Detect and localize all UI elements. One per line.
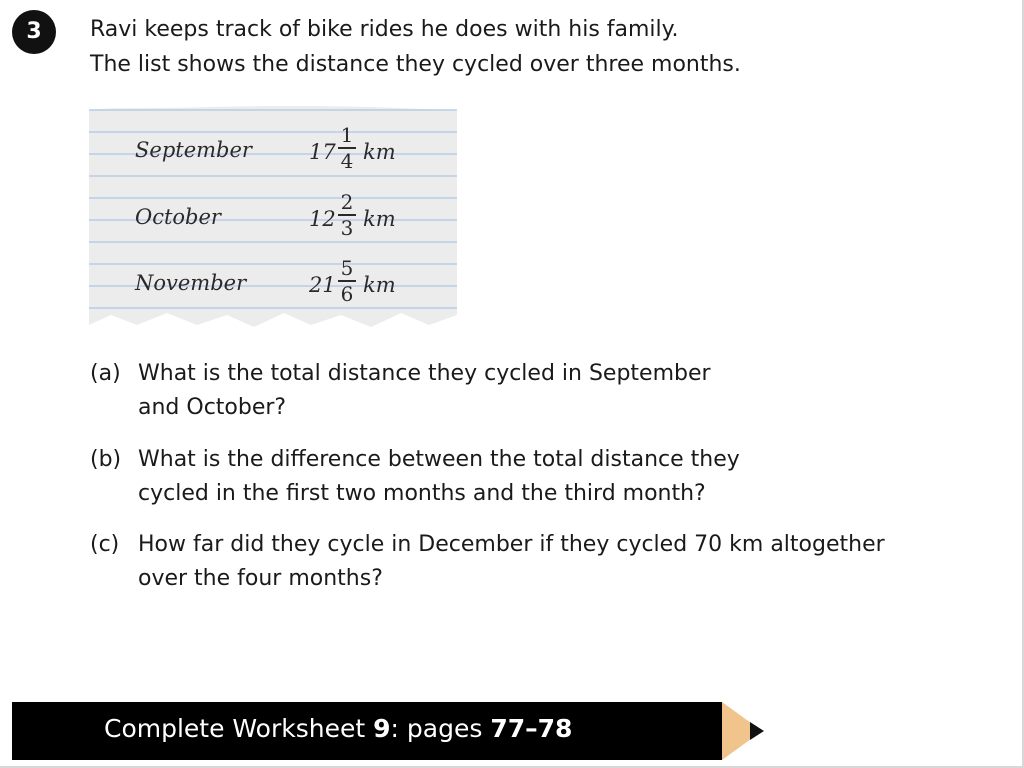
part-label: (c): [90, 532, 120, 557]
question-intro: [90, 12, 990, 82]
part-line-2: cycled in the first two months and the third month?: [138, 481, 706, 506]
part-text: [138, 443, 740, 511]
distance-fraction: [338, 257, 356, 305]
intro-line-1: Ravi keeps track of bike rides he does with his family.: [90, 17, 679, 42]
intro-line-2: The list shows the distance they cycled over three months.: [90, 52, 741, 77]
part-text: [138, 528, 885, 596]
pencil-tip-icon: [722, 702, 766, 760]
part-line-1: How far did they cycle in December if they cycled 70 km altogether: [138, 532, 885, 557]
part-line-2: over the four months?: [138, 566, 383, 591]
ride-month: November: [135, 271, 247, 295]
ride-row: [135, 190, 455, 240]
worksheet-banner-text: [104, 714, 572, 743]
part-label: (b): [90, 447, 122, 472]
part-text: [138, 357, 711, 425]
lined-note-paper: [89, 103, 457, 335]
banner-worksheet-number: 9: [373, 714, 391, 743]
fraction-denominator: 4: [340, 149, 354, 173]
distance-whole: 12: [309, 207, 336, 231]
ride-month: September: [135, 138, 252, 162]
fraction-numerator: 5: [340, 256, 354, 280]
distance-unit: km: [363, 140, 396, 164]
fraction-denominator: 3: [340, 216, 354, 240]
fraction-denominator: 6: [340, 282, 354, 306]
banner-pages: 77–78: [490, 714, 573, 743]
ride-row: [135, 123, 455, 173]
fraction-numerator: 1: [340, 123, 354, 147]
question-number-badge: 3: [12, 10, 56, 54]
distance-whole: 21: [309, 273, 336, 297]
distance-fraction: [338, 124, 356, 172]
distance-whole: 17: [309, 140, 336, 164]
distance-unit: km: [363, 207, 396, 231]
ride-month: October: [135, 205, 221, 229]
part-line-1: What is the total distance they cycled in September: [138, 361, 711, 386]
worksheet-banner: [12, 702, 722, 760]
part-label: (a): [90, 361, 121, 386]
part-line-2: and October?: [138, 395, 287, 420]
banner-prefix: Complete Worksheet: [104, 714, 374, 743]
distance-unit: km: [363, 273, 396, 297]
fraction-numerator: 2: [340, 190, 354, 214]
ride-row: [135, 256, 455, 306]
part-line-1: What is the difference between the total distance they: [138, 447, 740, 472]
distance-fraction: [338, 191, 356, 239]
banner-middle: : pages: [390, 714, 491, 743]
